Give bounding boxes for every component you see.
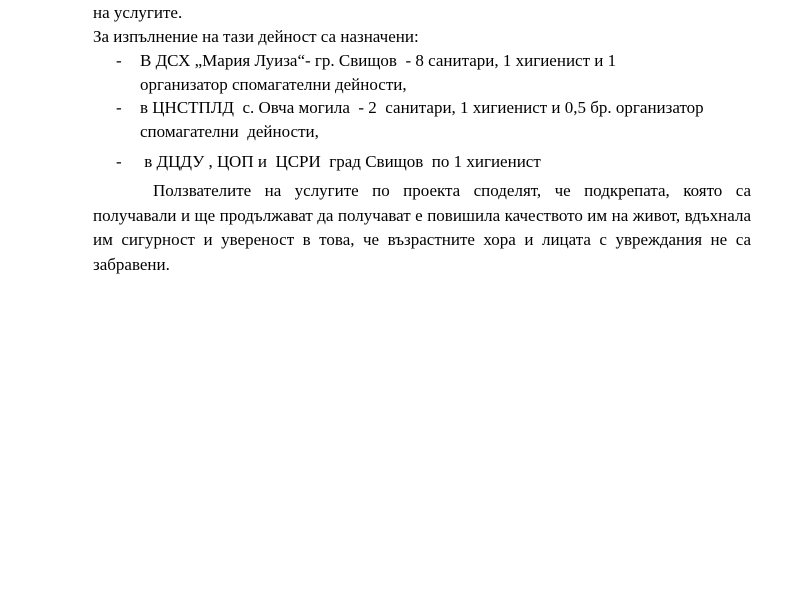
list-item-line: в ЦНСТПЛД с. Овча могила - 2 санитари, 1 хигиенист и 0,5 бр. организатор	[140, 98, 704, 117]
list-item	[140, 96, 748, 144]
intro-text: За изпълнение на тази дейност са назначени:	[93, 27, 419, 46]
list-item-line: в ДЦДУ , ЦОП и ЦСРИ град Свищов по 1 хигиенист	[140, 152, 541, 171]
closing-paragraph	[93, 179, 751, 277]
list-item-line: организатор спомагателни дейности,	[140, 75, 407, 94]
list-item	[140, 49, 616, 97]
list-item	[140, 150, 541, 174]
list-item-line: В ДСХ „Мария Луиза“- гр. Свищов - 8 санитари, 1 хигиенист и 1	[140, 51, 617, 70]
list-item-line: спомагателни дейности,	[140, 122, 319, 141]
list-bullet: -	[116, 152, 122, 171]
list-bullet: -	[116, 51, 122, 70]
closing-paragraph-text: Ползвателите на услугите по проекта споделят, че подкрепата, която са получавали и ще продължават да получават е повишила качеството им на живот, вдъхнала им сигурност и увереност в това, че възрастните хора и лицата с увреждания не са забравени.	[93, 181, 751, 274]
top-fragment-text: на услугите.	[93, 3, 183, 22]
list-bullet: -	[116, 98, 122, 117]
